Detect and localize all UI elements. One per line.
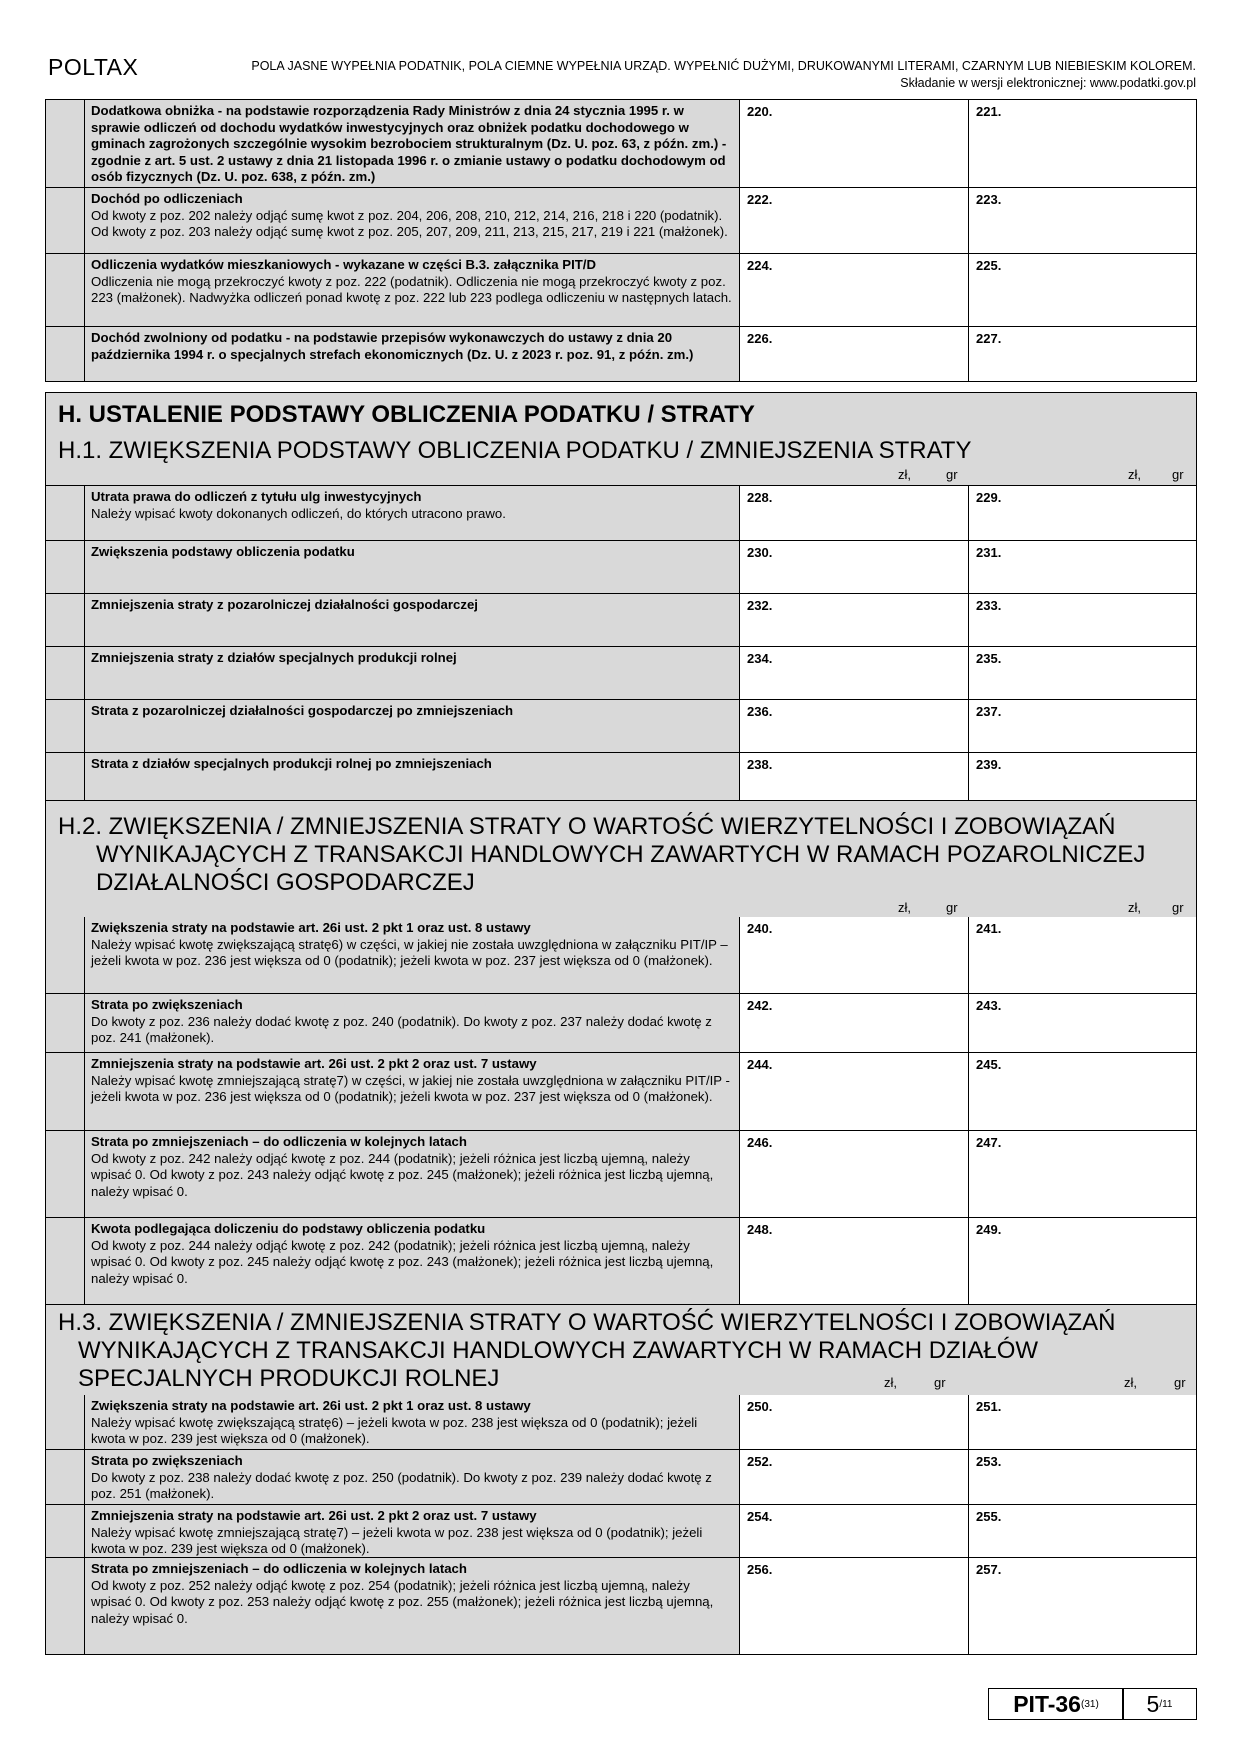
h1-row [46, 541, 1196, 594]
h1-row [46, 753, 1196, 805]
fill-instruction: POLA JASNE WYPEŁNIA PODATNIK, POLA CIEMNE WYPEŁNIA URZĄD. WYPEŁNIĆ DUŻYMI, DRUKOWANYMI LITERAMI, CZARNYM LUB NIEBIESKIM KOLOREM. [251, 59, 1196, 73]
unit-gr-d: gr [1172, 900, 1184, 915]
row-margin [46, 1218, 85, 1307]
field-label-note: Do kwoty z poz. 238 należy dodać kwotę z poz. 250 (podatnik). Do kwoty z poz. 239 należy dodać kwotę z poz. 251 (małżonek). [91, 1469, 712, 1501]
field-label-note: Od kwoty z poz. 202 należy odjąć sumę kwot z poz. 204, 206, 208, 210, 212, 214, 216, 218 i 220 (podatnik). Od kwoty z poz. 203 należy odjąć sumę kwot z poz. 205, 207, 209, 211, 213, 215, 217, 219 i 221 (małżonek). [91, 207, 728, 239]
unit-gr-f: gr [1174, 1375, 1186, 1390]
taxpayer-amount-field[interactable]: 248. [740, 1218, 969, 1307]
field-label [85, 1395, 740, 1449]
field-label-title: Zwiększenia straty na podstawie art. 26i ust. 2 pkt 1 oraz ust. 8 ustawy [91, 1398, 531, 1413]
row-margin [46, 1395, 85, 1449]
taxpayer-amount-field[interactable]: 220. [740, 100, 969, 187]
spouse-amount-field[interactable]: 253. [969, 1450, 1196, 1504]
spouse-amount-field[interactable]: 223. [969, 188, 1196, 253]
h2-row [46, 1053, 1196, 1131]
taxpayer-amount-field[interactable]: 234. [740, 647, 969, 699]
taxpayer-amount-field[interactable]: 226. [740, 327, 969, 381]
row-margin [46, 541, 85, 593]
taxpayer-amount-field[interactable]: 240. [740, 917, 969, 993]
row-margin [46, 254, 85, 326]
row-margin [46, 994, 85, 1052]
unit-zl-c: zł, [898, 900, 911, 915]
h2-table [45, 917, 1197, 1308]
row-margin [46, 1131, 85, 1217]
unit-zl-b: zł, [1128, 467, 1141, 482]
field-label-title: Zwiększenia podstawy obliczenia podatku [91, 544, 355, 559]
field-label-title: Strata po zmniejszeniach – do odliczenia w kolejnych latach [91, 1561, 467, 1576]
field-label-title: Zmniejszenia straty z pozarolniczej działalności gospodarczej [91, 597, 478, 612]
field-label [85, 594, 740, 646]
field-label-note: Należy wpisać kwotę zwiększającą stratę6) w części, w jakiej nie została uwzględniona w załączniku PIT/IP – jeżeli kwota w poz. 236 jest większa od 0 (podatnik); jeżeli kwota w poz. 237 jest większa od 0 (małżonek). [91, 936, 728, 968]
field-label [85, 1450, 740, 1504]
section-g-row [46, 188, 1196, 254]
section-h-header [45, 392, 1197, 432]
section-h3-title: H.3. ZWIĘKSZENIA / ZMNIEJSZENIA STRATY O WARTOŚĆ WIERZYTELNOŚCI I ZOBOWIĄZAŃ WYNIKAJĄCYCH Z TRANSAKCJI HANDLOWYCH ZAWARTYCH W RAMACH DZIAŁÓW SPECJALNYCH PRODUKCJI ROLNEJ [58, 1309, 1116, 1392]
taxpayer-amount-field[interactable]: 256. [740, 1558, 969, 1654]
field-label-title: Odliczenia wydatków mieszkaniowych - wykazane w części B.3. załącznika PIT/D [91, 257, 596, 272]
row-margin [46, 917, 85, 993]
spouse-amount-field[interactable]: 233. [969, 594, 1196, 646]
taxpayer-amount-field[interactable]: 236. [740, 700, 969, 752]
field-label-title: Zmniejszenia straty na podstawie art. 26i ust. 2 pkt 2 oraz ust. 7 ustawy [91, 1056, 537, 1071]
section-h3-header [45, 1304, 1197, 1396]
h2-row [46, 917, 1196, 994]
row-margin [46, 753, 85, 805]
spouse-amount-field[interactable]: 255. [969, 1505, 1196, 1557]
field-label [85, 541, 740, 593]
spouse-amount-field[interactable]: 247. [969, 1131, 1196, 1217]
taxpayer-amount-field[interactable]: 230. [740, 541, 969, 593]
row-margin [46, 327, 85, 381]
field-label-note: Należy wpisać kwoty dokonanych odliczeń, do których utracono prawo. [91, 505, 506, 521]
field-label [85, 1505, 740, 1557]
h2-row [46, 1131, 1196, 1218]
section-g-row [46, 327, 1196, 381]
taxpayer-amount-field[interactable]: 242. [740, 994, 969, 1052]
h3-row [46, 1558, 1196, 1654]
taxpayer-amount-field[interactable]: 244. [740, 1053, 969, 1130]
section-g-row [46, 100, 1196, 188]
electronic-submission: Składanie w wersji elektronicznej: www.podatki.gov.pl [900, 76, 1196, 90]
page-number: 5 [1146, 1690, 1160, 1717]
unit-zl-d: zł, [1128, 900, 1141, 915]
field-label-title: Strata z pozarolniczej działalności gospodarczej po zmniejszeniach [91, 703, 514, 718]
row-margin [46, 1558, 85, 1654]
unit-zl-e: zł, [884, 1375, 897, 1390]
field-label-title: Dochód zwolniony od podatku - na podstawie przepisów wykonawczych do ustawy z dnia 20 października 1994 r. o specjalnych strefach ekonomicznych (Dz. U. z 2023 r. poz. 91, z późn. zm.) [91, 330, 694, 362]
field-label-note: Należy wpisać kwotę zwiększającą stratę6) – jeżeli kwota w poz. 238 jest większa od 0 (podatnik); jeżeli kwota w poz. 239 jest większa od 0 (małżonek). [91, 1414, 698, 1446]
taxpayer-amount-field[interactable]: 246. [740, 1131, 969, 1217]
field-label [85, 917, 740, 993]
field-label [85, 254, 740, 326]
field-label [85, 1053, 740, 1130]
taxpayer-amount-field[interactable]: 250. [740, 1395, 969, 1449]
field-label-title: Zwiększenia straty na podstawie art. 26i ust. 2 pkt 1 oraz ust. 8 ustawy [91, 920, 531, 935]
field-label-title: Zmniejszenia straty na podstawie art. 26i ust. 2 pkt 2 oraz ust. 7 ustawy [91, 1508, 537, 1523]
section-h1-title: H.1. ZWIĘKSZENIA PODSTAWY OBLICZENIA PODATKU / ZMNIEJSZENIA STRATY [58, 437, 972, 464]
form-version: (31) [1080, 1698, 1099, 1710]
row-margin [46, 1450, 85, 1504]
taxpayer-amount-field[interactable]: 252. [740, 1450, 969, 1504]
field-label [85, 647, 740, 699]
taxpayer-amount-field[interactable]: 224. [740, 254, 969, 326]
field-label [85, 700, 740, 752]
section-h-title: H. USTALENIE PODSTAWY OBLICZENIA PODATKU / STRATY [58, 401, 755, 428]
field-label [85, 100, 740, 187]
h1-row [46, 700, 1196, 753]
taxpayer-amount-field[interactable]: 238. [740, 753, 969, 805]
row-margin [46, 1053, 85, 1130]
spouse-amount-field[interactable]: 245. [969, 1053, 1196, 1130]
field-label [85, 188, 740, 253]
field-label-title: Zmniejszenia straty z działów specjalnych produkcji rolnej [91, 650, 457, 665]
section-h1-header [45, 431, 1197, 486]
spouse-amount-field[interactable]: 229. [969, 486, 1196, 540]
h3-table [45, 1395, 1197, 1655]
taxpayer-amount-field[interactable]: 232. [740, 594, 969, 646]
taxpayer-amount-field[interactable]: 228. [740, 486, 969, 540]
spouse-amount-field[interactable]: 257. [969, 1558, 1196, 1654]
row-margin [46, 486, 85, 540]
field-label [85, 1218, 740, 1307]
unit-zl-a: zł, [898, 467, 911, 482]
row-margin [46, 700, 85, 752]
unit-gr-a: gr [946, 467, 958, 482]
form-id: PIT-36 [1013, 1690, 1081, 1717]
field-label-title: Strata po zmniejszeniach – do odliczenia w kolejnych latach [91, 1134, 467, 1149]
header-instructions [251, 58, 1196, 92]
spouse-amount-field[interactable]: 239. [969, 753, 1196, 805]
spouse-amount-field[interactable]: 243. [969, 994, 1196, 1052]
unit-gr-c: gr [946, 900, 958, 915]
unit-zl-f: zł, [1124, 1375, 1137, 1390]
row-margin [46, 188, 85, 253]
field-label-title: Utrata prawa do odliczeń z tytułu ulg inwestycyjnych [91, 489, 422, 504]
spouse-amount-field[interactable]: 225. [969, 254, 1196, 326]
field-label-note: Odliczenia nie mogą przekroczyć kwoty z poz. 222 (podatnik). Odliczenia nie mogą przekroczyć kwoty z poz. 223 (małżonek). Nadwyżka odliczeń ponad kwotę z poz. 222 lub 223 podlega odliczeniu w następnych latach. [91, 273, 732, 305]
field-label [85, 1558, 740, 1654]
section-g-row [46, 254, 1196, 327]
top-table [45, 99, 1197, 382]
spouse-amount-field[interactable]: 241. [969, 917, 1196, 993]
h2-row [46, 1218, 1196, 1307]
h3-row [46, 1505, 1196, 1558]
brand-poltax: POLTAX [48, 54, 139, 80]
field-label-note: Od kwoty z poz. 244 należy odjąć kwotę z poz. 242 (podatnik); jeżeli różnica jest liczbą ujemną, należy wpisać 0. Od kwoty z poz. 245 należy odjąć kwotę z poz. 243 (małżonek); jeżeli różnica jest liczbą ujemną, należy wpisać 0. [91, 1237, 714, 1286]
field-label-title: Strata po zwiększeniach [91, 1453, 243, 1468]
spouse-amount-field[interactable]: 231. [969, 541, 1196, 593]
field-label [85, 753, 740, 805]
unit-gr-b: gr [1172, 467, 1184, 482]
page-number-box [1122, 1688, 1197, 1720]
field-label [85, 994, 740, 1052]
taxpayer-amount-field[interactable]: 222. [740, 188, 969, 253]
spouse-amount-field[interactable]: 249. [969, 1218, 1196, 1307]
section-h2-header [45, 800, 1197, 918]
field-label [85, 1131, 740, 1217]
h1-row [46, 594, 1196, 647]
h1-row [46, 647, 1196, 700]
field-label [85, 486, 740, 540]
spouse-amount-field[interactable]: 235. [969, 647, 1196, 699]
h1-row [46, 486, 1196, 541]
field-label-note: Od kwoty z poz. 252 należy odjąć kwotę z poz. 254 (podatnik); jeżeli różnica jest liczbą ujemną, należy wpisać 0. Od kwoty z poz. 253 należy odjąć kwotę z poz. 255 (małżonek); jeżeli różnica jest liczbą ujemną, należy wpisać 0. [91, 1577, 714, 1626]
field-label [85, 327, 740, 381]
field-label-title: Dochód po odliczeniach [91, 191, 243, 206]
page-total: /11 [1159, 1698, 1173, 1710]
field-label-title: Kwota podlegająca doliczeniu do podstawy obliczenia podatku [91, 1221, 486, 1236]
unit-gr-e: gr [934, 1375, 946, 1390]
field-label-title: Strata z działów specjalnych produkcji rolnej po zmniejszeniach [91, 756, 492, 771]
h1-table [45, 486, 1197, 806]
h3-row [46, 1450, 1196, 1505]
spouse-amount-field[interactable]: 221. [969, 100, 1196, 187]
field-label-title: Strata po zwiększeniach [91, 997, 243, 1012]
spouse-amount-field[interactable]: 251. [969, 1395, 1196, 1449]
form-id-box [988, 1688, 1124, 1720]
taxpayer-amount-field[interactable]: 254. [740, 1505, 969, 1557]
row-margin [46, 647, 85, 699]
field-label-title: Dodatkowa obniżka - na podstawie rozporządzenia Rady Ministrów z dnia 24 stycznia 1995 r. w sprawie odliczeń od dochodu wydatków inwestycyjnych oraz obniżek podatku dochodowego w gminach zagrożonych szczególnie wysokim bezrobociem strukturalnym (Dz. U. poz. 63, z późn. zm.) - zgodnie z art. 5 ust. 2 ustawy z dnia 21 listopada 1996 r. o zmianie ustawy o podatku dochodowym od osób fizycznych (Dz. U. poz. 638, z późn. zm.) [91, 103, 727, 184]
row-margin [46, 594, 85, 646]
section-h2-title: H.2. ZWIĘKSZENIA / ZMNIEJSZENIA STRATY O WARTOŚĆ WIERZYTELNOŚCI I ZOBOWIĄZAŃ WYNIKAJĄCYCH Z TRANSAKCJI HANDLOWYCH ZAWARTYCH W RAMACH POZAROLNICZEJ DZIAŁALNOŚCI GOSPODARCZEJ [58, 813, 1146, 896]
h3-row [46, 1395, 1196, 1450]
field-label-note: Od kwoty z poz. 242 należy odjąć kwotę z poz. 244 (podatnik); jeżeli różnica jest liczbą ujemną, należy wpisać 0. Od kwoty z poz. 243 należy odjąć kwotę z poz. 245 (małżonek); jeżeli różnica jest liczbą ujemną, należy wpisać 0. [91, 1150, 714, 1199]
field-label-note: Należy wpisać kwotę zmniejszającą stratę7) – jeżeli kwota w poz. 238 jest większa od 0 (podatnik); jeżeli kwota w poz. 239 jest większa od 0 (małżonek). [91, 1524, 703, 1556]
spouse-amount-field[interactable]: 237. [969, 700, 1196, 752]
row-margin [46, 1505, 85, 1557]
field-label-note: Należy wpisać kwotę zmniejszającą stratę7) w części, w jakiej nie została uwzględniona w załączniku PIT/IP - jeżeli kwota w poz. 236 jest większa od 0 (podatnik); jeżeli kwota w poz. 237 jest większa od 0 (małżonek). [91, 1072, 730, 1104]
field-label-note: Do kwoty z poz. 236 należy dodać kwotę z poz. 240 (podatnik). Do kwoty z poz. 237 należy dodać kwotę z poz. 241 (małżonek). [91, 1013, 712, 1045]
spouse-amount-field[interactable]: 227. [969, 327, 1196, 381]
row-margin [46, 100, 85, 187]
h2-row [46, 994, 1196, 1053]
